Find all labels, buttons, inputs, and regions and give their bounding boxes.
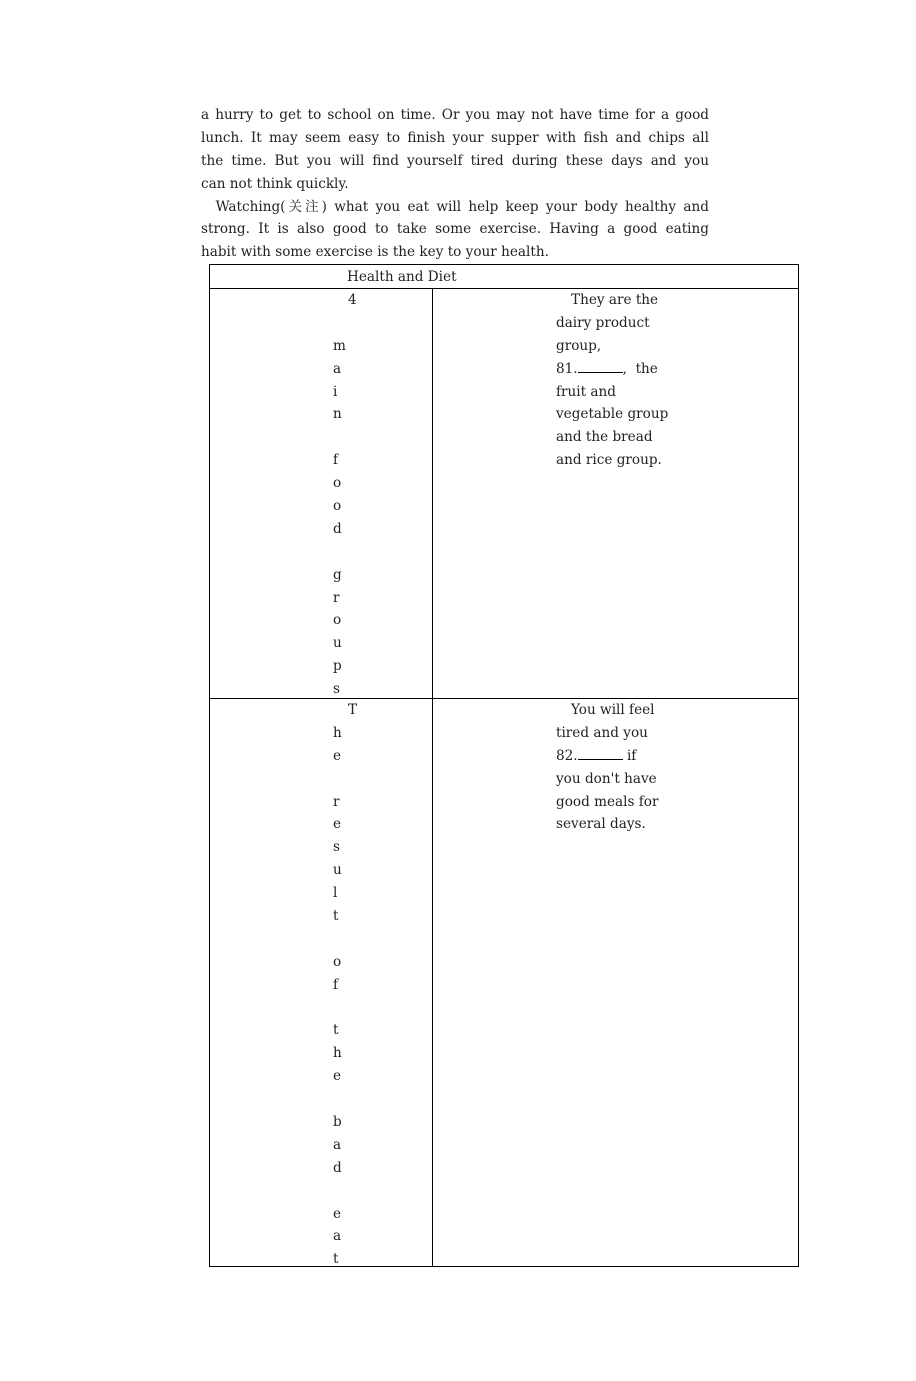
content-line bbox=[556, 335, 674, 358]
content-text: dairy product bbox=[556, 314, 650, 331]
vertical-label-char: l bbox=[333, 885, 338, 902]
content-line bbox=[556, 813, 674, 836]
content-line bbox=[556, 403, 674, 426]
vertical-label-char: t bbox=[333, 908, 339, 925]
content-text: good meals for bbox=[556, 793, 659, 810]
passage-line: the time. But you will find yourself tired during these days and you bbox=[201, 152, 709, 169]
passage-line: can not think quickly. bbox=[201, 175, 349, 192]
table-row bbox=[210, 289, 798, 699]
vertical-label-char: 4 bbox=[348, 292, 357, 308]
content-text: you don't have bbox=[556, 770, 657, 787]
vertical-label-char: r bbox=[333, 793, 340, 810]
vertical-label-char bbox=[210, 928, 432, 951]
content-line bbox=[556, 381, 674, 404]
vertical-label-char bbox=[210, 312, 432, 335]
vertical-label-char bbox=[210, 541, 432, 564]
vertical-label-char: o bbox=[333, 612, 342, 629]
vertical-label-char: b bbox=[333, 1114, 342, 1131]
content-line bbox=[556, 426, 674, 449]
content-text: , the bbox=[622, 360, 658, 377]
content-line bbox=[556, 745, 674, 768]
content-line bbox=[556, 312, 674, 335]
row-content-result bbox=[556, 699, 674, 836]
vertical-label-char: i bbox=[333, 383, 338, 400]
column-divider bbox=[432, 289, 433, 1266]
vertical-label-char: u bbox=[333, 862, 342, 879]
content-line bbox=[556, 289, 674, 312]
passage-line: lunch. It may seem easy to finish your supper with fish and chips all bbox=[201, 129, 709, 146]
vertical-label-char: n bbox=[333, 406, 342, 423]
content-line bbox=[556, 449, 674, 472]
content-text: vegetable group bbox=[556, 406, 669, 423]
vertical-label-char: p bbox=[333, 658, 342, 675]
vertical-label-char bbox=[210, 768, 432, 791]
row-label-4-main-food-groups bbox=[210, 289, 432, 701]
vertical-label-char: T bbox=[348, 702, 358, 718]
content-text: tired and you bbox=[556, 724, 648, 741]
content-text: and the bread bbox=[556, 429, 653, 446]
vertical-label-char bbox=[210, 997, 432, 1020]
content-line bbox=[556, 791, 674, 814]
content-text: You will feel bbox=[571, 702, 655, 718]
table-title: Health and Diet bbox=[347, 269, 457, 285]
vertical-label-char bbox=[210, 426, 432, 449]
passage-line: a hurry to get to school on time. Or you may not have time for a good bbox=[201, 107, 709, 123]
content-text: and rice group. bbox=[556, 452, 662, 469]
vertical-label-char: t bbox=[333, 1022, 339, 1039]
content-line bbox=[556, 699, 674, 722]
vertical-label-char: o bbox=[333, 475, 342, 492]
vertical-label-char: s bbox=[333, 681, 340, 698]
vertical-label-char: o bbox=[333, 953, 342, 970]
vertical-label-char: f bbox=[333, 976, 339, 993]
row-content-food-groups bbox=[556, 289, 674, 472]
content-text: 81. bbox=[556, 360, 578, 377]
vertical-label-char: m bbox=[333, 337, 346, 354]
vertical-label-char bbox=[210, 1088, 432, 1111]
vertical-label-char: a bbox=[333, 1228, 342, 1245]
vertical-label-char: o bbox=[333, 498, 342, 515]
vertical-label-char bbox=[210, 1180, 432, 1203]
passage-line: habit with some exercise is the key to your health. bbox=[201, 244, 549, 261]
vertical-label-char: f bbox=[333, 452, 339, 469]
content-text: if bbox=[622, 747, 637, 764]
vertical-label-char: u bbox=[333, 635, 342, 652]
vertical-label-char: r bbox=[333, 589, 340, 606]
answer-blank[interactable] bbox=[578, 745, 623, 760]
content-line bbox=[556, 768, 674, 791]
row-label-result-of-bad-eat bbox=[210, 699, 432, 1271]
vertical-label-char: a bbox=[333, 1136, 342, 1153]
content-text: several days. bbox=[556, 816, 646, 833]
reading-passage bbox=[201, 104, 709, 264]
vertical-label-char: e bbox=[333, 816, 342, 833]
content-text: group, bbox=[556, 337, 602, 354]
vertical-label-char: d bbox=[333, 1159, 342, 1176]
table-row bbox=[210, 699, 798, 1268]
answer-blank[interactable] bbox=[578, 358, 623, 373]
vertical-label-char: s bbox=[333, 839, 340, 856]
vertical-label-char: d bbox=[333, 520, 342, 537]
table-title-row bbox=[210, 265, 798, 289]
vertical-label-char: g bbox=[333, 566, 342, 583]
content-line bbox=[556, 722, 674, 745]
content-line bbox=[556, 358, 674, 381]
content-text: fruit and bbox=[556, 383, 616, 400]
content-text: 82. bbox=[556, 747, 578, 764]
content-text: They are the bbox=[571, 292, 659, 308]
health-diet-table bbox=[209, 264, 799, 1267]
vertical-label-char: e bbox=[333, 1205, 342, 1222]
passage-line: Watching(关注) what you eat will help keep your body healthy and bbox=[201, 198, 709, 215]
vertical-label-char: h bbox=[333, 1045, 342, 1062]
vertical-label-char: t bbox=[333, 1251, 339, 1268]
vertical-label-char: e bbox=[333, 747, 342, 764]
vertical-label-char: a bbox=[333, 360, 342, 377]
passage-line: strong. It is also good to take some exercise. Having a good eating bbox=[201, 221, 709, 238]
vertical-label-char: e bbox=[333, 1068, 342, 1085]
vertical-label-char: h bbox=[333, 724, 342, 741]
